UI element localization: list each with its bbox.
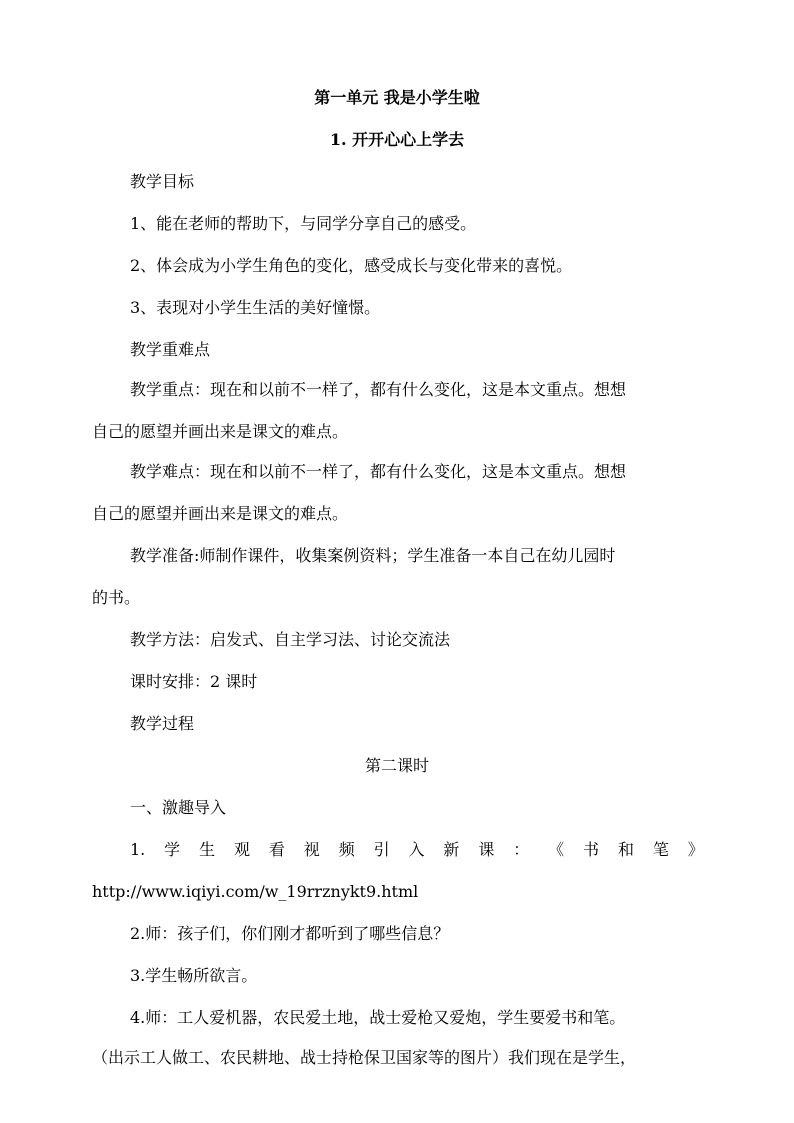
class-schedule: 课时安排：2 课时	[130, 672, 258, 691]
step-4-line-2: （出示工人做工、农民耕地、战士持枪保卫国家等的图片）我们现在是学生，	[92, 1048, 637, 1067]
step-1-char: 入	[408, 840, 425, 859]
step-1-char: ：	[513, 840, 530, 859]
step-2: 2.师：孩子们，你们刚才都听到了哪些信息？	[130, 924, 450, 943]
step-1-char: 学	[164, 840, 181, 859]
preparation-line-2: 的书。	[92, 588, 141, 607]
objectives-heading: 教学目标	[130, 172, 195, 191]
hard-point-line-1: 教学难点：现在和以前不一样了，都有什么变化，这是本文重点。想想	[130, 462, 627, 481]
step-1-char: 生	[199, 840, 216, 859]
step-3: 3.学生畅所欲言。	[130, 966, 258, 985]
step-1-char: 看	[268, 840, 285, 859]
teaching-method: 教学方法：启发式、自主学习法、讨论交流法	[130, 630, 451, 649]
unit-title: 第一单元 我是小学生啦	[314, 88, 480, 107]
step-1-char: 》	[687, 840, 704, 859]
step-4-line-1: 4.师：工人爱机器，农民爱土地，战士爱枪又爱炮，学生要爱书和笔。	[130, 1008, 626, 1027]
step-1-char: 课	[478, 840, 495, 859]
step-1-char: 笔	[652, 840, 669, 859]
step-1-char: 频	[338, 840, 355, 859]
preparation-line-1: 教学准备:师制作课件，收集案例资料；学生准备一本自己在幼儿园时	[130, 546, 616, 565]
step-1-char: 视	[303, 840, 320, 859]
step-1-char: 《	[548, 840, 565, 859]
objective-item-1: 1、能在老师的帮助下，与同学分享自己的感受。	[130, 214, 477, 233]
section-intro-heading: 一、激趣导入	[130, 798, 227, 817]
objective-item-2: 2、体会成为小学生角色的变化，感受成长与变化带来的喜悦。	[130, 256, 573, 275]
lesson-period-title: 第二课时	[364, 756, 429, 775]
lesson-subtitle: 1. 开开心心上学去	[329, 130, 465, 149]
step-1-char: 书	[583, 840, 600, 859]
step-1-char: 1.	[130, 840, 146, 859]
video-url-link[interactable]: http://www.iqiyi.com/w_19rrznykt9.html	[92, 882, 419, 901]
objective-item-3: 3、表现对小学生生活的美好憧憬。	[130, 298, 381, 317]
key-point-line-1: 教学重点：现在和以前不一样了，都有什么变化，这是本文重点。想想	[130, 380, 627, 399]
process-heading: 教学过程	[130, 714, 195, 733]
hard-point-line-2: 自己的愿望并画出来是课文的难点。	[92, 504, 349, 523]
step-1-char: 观	[233, 840, 250, 859]
step-1-line	[130, 838, 704, 862]
step-1-char: 新	[443, 840, 460, 859]
step-1-char: 引	[373, 840, 390, 859]
step-1-char: 和	[617, 840, 634, 859]
key-point-line-2: 自己的愿望并画出来是课文的难点。	[92, 422, 349, 441]
difficulty-heading: 教学重难点	[130, 340, 211, 359]
